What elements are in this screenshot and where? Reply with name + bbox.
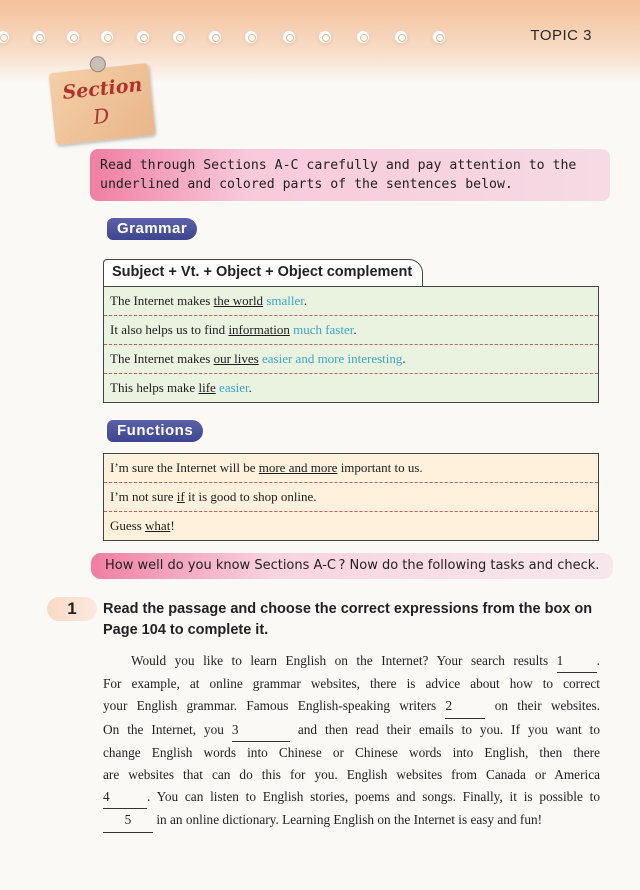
grammar-tag: Grammar xyxy=(107,218,197,240)
passage-line: change English words into Chinese or Chinese words into English, then there xyxy=(103,744,600,760)
grammar-table-title: Subject + Vt. + Object + Object complement xyxy=(103,259,423,286)
blank-2[interactable]: 2 xyxy=(445,695,485,718)
passage-line: 4 . You can listen to English stories, poems and songs. Finally, it is possible to xyxy=(103,786,600,809)
section-word: Section xyxy=(61,73,144,104)
functions-row: Guess what! xyxy=(110,518,175,533)
section-badge xyxy=(49,63,156,145)
functions-row: I’m sure the Internet will be more and more important to us. xyxy=(104,454,598,483)
passage-line: Would you like to learn English on the Internet? Your search results 1 . xyxy=(103,650,600,673)
intro-instruction: Read through Sections A-C carefully and pay attention to the underlined and colored parts of the sentences below. xyxy=(90,149,610,201)
decorative-rings xyxy=(0,28,460,52)
passage-line: 5 in an online dictionary. Learning English on the Internet is easy and fun! xyxy=(103,809,600,832)
task-number: 1 xyxy=(47,597,97,621)
pin-icon xyxy=(89,55,107,73)
check-instruction: How well do you know Sections A-C ? Now do the following tasks and check. xyxy=(91,553,613,579)
functions-row: I’m not sure if it is good to shop online. xyxy=(104,483,598,512)
functions-table xyxy=(103,453,599,541)
functions-tag: Functions xyxy=(107,420,203,442)
passage-line: your English grammar. Famous English-speaking writers 2 on their websites. xyxy=(103,695,600,718)
blank-3[interactable]: 3 xyxy=(232,719,290,742)
passage-line: On the Internet, you 3 and then read their emails to you. If you want to xyxy=(103,719,600,742)
grammar-row: The Internet makes the world smaller. xyxy=(104,287,598,316)
passage-line: are websites that can do this for you. English websites from Canada or America xyxy=(103,767,600,783)
grammar-table xyxy=(103,286,599,403)
task-instruction: Read the passage and choose the correct expressions from the box on Page 104 to complete it. xyxy=(103,601,593,638)
grammar-row: This helps make life easier. xyxy=(110,380,252,395)
passage-line: For example, at online grammar websites, there is advice about how to correct xyxy=(103,676,600,692)
grammar-row: The Internet makes our lives easier and more interesting. xyxy=(104,345,598,374)
blank-5[interactable]: 5 xyxy=(103,809,153,832)
blank-1[interactable]: 1 xyxy=(557,650,597,673)
blank-4[interactable]: 4 xyxy=(103,786,147,809)
section-letter: D xyxy=(92,103,111,129)
reading-passage xyxy=(103,650,600,833)
grammar-row: It also helps us to find information much faster. xyxy=(104,316,598,345)
topic-label: TOPIC 3 xyxy=(530,27,592,44)
